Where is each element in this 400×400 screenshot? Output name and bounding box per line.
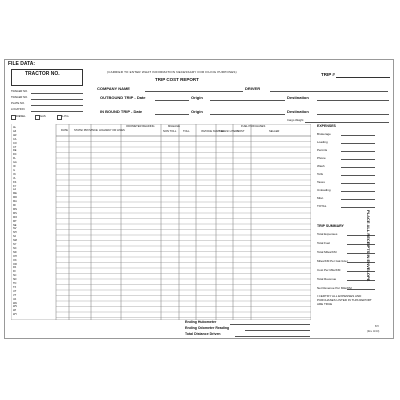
left-field-0: TRAILER NO.: [11, 90, 28, 93]
left-field-2: PLATE NO.: [11, 102, 25, 105]
col-cost: COST: [237, 130, 245, 133]
total-distance-label: Total Distance Driven: [185, 332, 221, 336]
col-fuel-purchases: FUEL PURCHASES: [241, 125, 266, 128]
ending-odometer-field[interactable]: [245, 330, 310, 331]
ending-hubometer-label: Ending Hubometer: [185, 320, 217, 324]
expense-item: Taxes: [317, 180, 325, 184]
state-row: IL: [13, 168, 16, 172]
state-row: NM: [13, 239, 17, 243]
trip-summary-title: TRIP SUMMARY: [317, 224, 344, 228]
outbound-origin-field[interactable]: [210, 100, 285, 101]
cargo-weight-field[interactable]: [305, 122, 389, 123]
state-row: VT: [13, 293, 17, 297]
state-row: MT: [13, 219, 17, 223]
state-row: KS: [13, 180, 17, 184]
total-distance-field[interactable]: [235, 336, 310, 337]
trip-number-label: TRIP #: [321, 72, 335, 77]
state-row: TN: [13, 282, 17, 285]
summary-item: Total Revenue: [317, 277, 337, 281]
state-row: WV: [13, 305, 18, 309]
cargo-weight-label: Cargo Weight: [287, 119, 304, 122]
certify-statement: I CERTIFY ALL EXPENSES AND PURCHASES LISTED IN THIS REPORT ARE TRUE: [317, 294, 372, 306]
state-row: AR: [13, 133, 17, 137]
expense-item: Misc.: [317, 196, 324, 200]
file-data-label: FILE DATA:: [8, 61, 36, 67]
inbound-date-field[interactable]: [155, 114, 189, 115]
expense-amount-field[interactable]: [341, 135, 375, 136]
state-row: MI: [13, 204, 16, 207]
expense-amount-field[interactable]: [341, 151, 375, 152]
summary-item: Miles/KM Per Gal./Liter: [317, 259, 348, 263]
trip-number-field[interactable]: [336, 77, 390, 78]
left-field-3: LOCATION: [11, 108, 25, 111]
state-row: MN: [13, 207, 17, 211]
state-row: VA: [13, 297, 17, 301]
location-field[interactable]: [31, 111, 83, 112]
expense-item: Tolls: [317, 172, 324, 176]
col-non-toll: NON TOLL: [163, 130, 177, 133]
expense-item: Brokerage: [317, 132, 331, 136]
outbound-date-field[interactable]: [155, 100, 189, 101]
expense-item: Permits: [317, 148, 328, 152]
col-gallons: GALS/ LITERS: [221, 130, 240, 133]
state-row: OK: [13, 258, 17, 262]
left-field-1: TRAILER NO.: [11, 96, 28, 99]
expense-amount-field[interactable]: [341, 199, 375, 200]
inbound-trip-label: IN BOUND TRIP - Date: [100, 109, 143, 114]
inbound-destination-label: Destination: [287, 109, 309, 114]
expense-item: Unloading: [317, 188, 331, 192]
mileage-fuel-grid: [11, 124, 311, 320]
expense-amount-field[interactable]: [341, 191, 375, 192]
summary-item: Total Expenses: [317, 232, 338, 236]
state-row: WY: [13, 313, 18, 317]
state-row: LA: [13, 188, 17, 192]
state-row: NC: [13, 246, 17, 250]
driver-field[interactable]: [270, 91, 388, 92]
outbound-origin-label: Origin: [191, 95, 203, 100]
col-state: STATE/ PROVINCE: [74, 129, 98, 132]
plate-no-field[interactable]: [31, 105, 83, 106]
state-row: SC: [13, 274, 17, 278]
company-name-label: COMPANY NAME: [97, 86, 130, 91]
state-row: MD: [13, 196, 17, 200]
gas-label: GAS: [40, 115, 46, 118]
state-row: MO: [13, 215, 18, 219]
state-row: NE: [13, 223, 17, 227]
summary-item: Cost Per Mile/KM: [317, 268, 341, 272]
carrier-instructions: (CARRIER TO ENTER WHAT INFORMATION NECESSARY FOR FILING PURPOSES): [107, 70, 237, 74]
grid-lines: [11, 124, 311, 320]
state-row: IA: [13, 176, 16, 180]
state-row: WI: [13, 309, 17, 313]
receipts-vertical-label: PLACE ALL RECEIPTS IN ENVELOPE: [366, 210, 371, 282]
form-revision: (Rev. 11/10): [367, 331, 380, 333]
lpg-label: L.P.G.: [62, 115, 70, 118]
inbound-origin-label: Origin: [191, 109, 203, 114]
state-row: RI: [13, 270, 16, 274]
diesel-label: DIESEL: [16, 115, 26, 118]
expense-item: TOTAL: [317, 204, 327, 208]
outbound-destination-field[interactable]: [317, 100, 389, 101]
state-row: AL: [13, 126, 17, 129]
state-row: CT: [13, 145, 17, 149]
trailer-no-field-1[interactable]: [31, 93, 83, 94]
state-row: ID: [13, 165, 16, 168]
inbound-destination-field[interactable]: [317, 114, 389, 115]
company-name-field[interactable]: [145, 91, 243, 92]
state-row: OH: [13, 254, 17, 258]
col-date: DATE: [61, 129, 68, 132]
state-row: TX: [13, 285, 17, 289]
state-row: DE: [13, 149, 17, 153]
state-row: AZ: [13, 129, 17, 133]
state-row: KY: [13, 184, 17, 188]
state-row: NH: [13, 231, 17, 235]
state-row: MS: [13, 211, 17, 215]
state-row: WA: [13, 301, 17, 305]
ending-odometer-label: Ending Odometer Reading: [185, 326, 230, 330]
col-toll: TOLL: [183, 130, 190, 133]
state-row: FL: [13, 157, 16, 161]
expense-amount-field[interactable]: [341, 159, 375, 160]
col-highway: HIGHWAY OR LINES: [99, 129, 125, 132]
summary-value-field[interactable]: [347, 289, 375, 290]
driver-label: DRIVER: [245, 86, 261, 91]
expense-amount-field[interactable]: [341, 143, 375, 144]
state-row: MA: [13, 200, 17, 204]
outbound-destination-label: Destination: [287, 95, 309, 100]
expense-amount-field[interactable]: [341, 183, 375, 184]
state-row: CA: [13, 137, 17, 141]
summary-item: Total Miles/KM: [317, 250, 337, 254]
state-row: IN: [13, 172, 16, 176]
expense-item: Loading: [317, 140, 328, 144]
state-row: NY: [13, 243, 17, 246]
expense-amount-field[interactable]: [341, 167, 375, 168]
ending-hubometer-field[interactable]: [230, 324, 310, 325]
trailer-no-field-2[interactable]: [31, 99, 83, 100]
state-row: UT: [13, 289, 17, 293]
col-seller: SELLER: [269, 130, 280, 133]
state-row: NV: [13, 227, 17, 231]
expense-amount-field[interactable]: [341, 175, 375, 176]
state-row: PA: [13, 266, 17, 270]
form-number: 872: [375, 326, 379, 328]
col-mileage: MILEAGE: [168, 125, 180, 128]
state-row: ME: [13, 192, 17, 196]
state-row: SD: [13, 278, 17, 282]
expense-item: Wash: [317, 164, 325, 168]
col-odometer: ODOMETER READING: [126, 125, 155, 128]
col-invoice: INVOICE NUMBER: [201, 130, 225, 133]
state-row: DC: [13, 153, 17, 157]
state-row: GA: [13, 161, 17, 165]
expense-item: Phone: [317, 156, 326, 160]
inbound-origin-field[interactable]: [210, 114, 285, 115]
expenses-title: EXPENSES: [317, 124, 336, 128]
summary-item: Net Revenue Per Mile/KM: [317, 286, 352, 290]
trip-cost-report-form: [4, 59, 394, 339]
state-row: ND: [13, 250, 17, 254]
state-row: NJ: [13, 235, 17, 239]
state-row: OR: [13, 262, 17, 266]
expense-amount-field[interactable]: [341, 207, 375, 208]
state-row: CO: [13, 141, 17, 145]
form-title: TRIP COST REPORT: [155, 77, 199, 82]
summary-item: Total Fuel: [317, 241, 331, 245]
tractor-number-label: TRACTOR NO.: [25, 71, 60, 77]
outbound-trip-label: OUTBOUND TRIP - Date: [100, 95, 146, 100]
